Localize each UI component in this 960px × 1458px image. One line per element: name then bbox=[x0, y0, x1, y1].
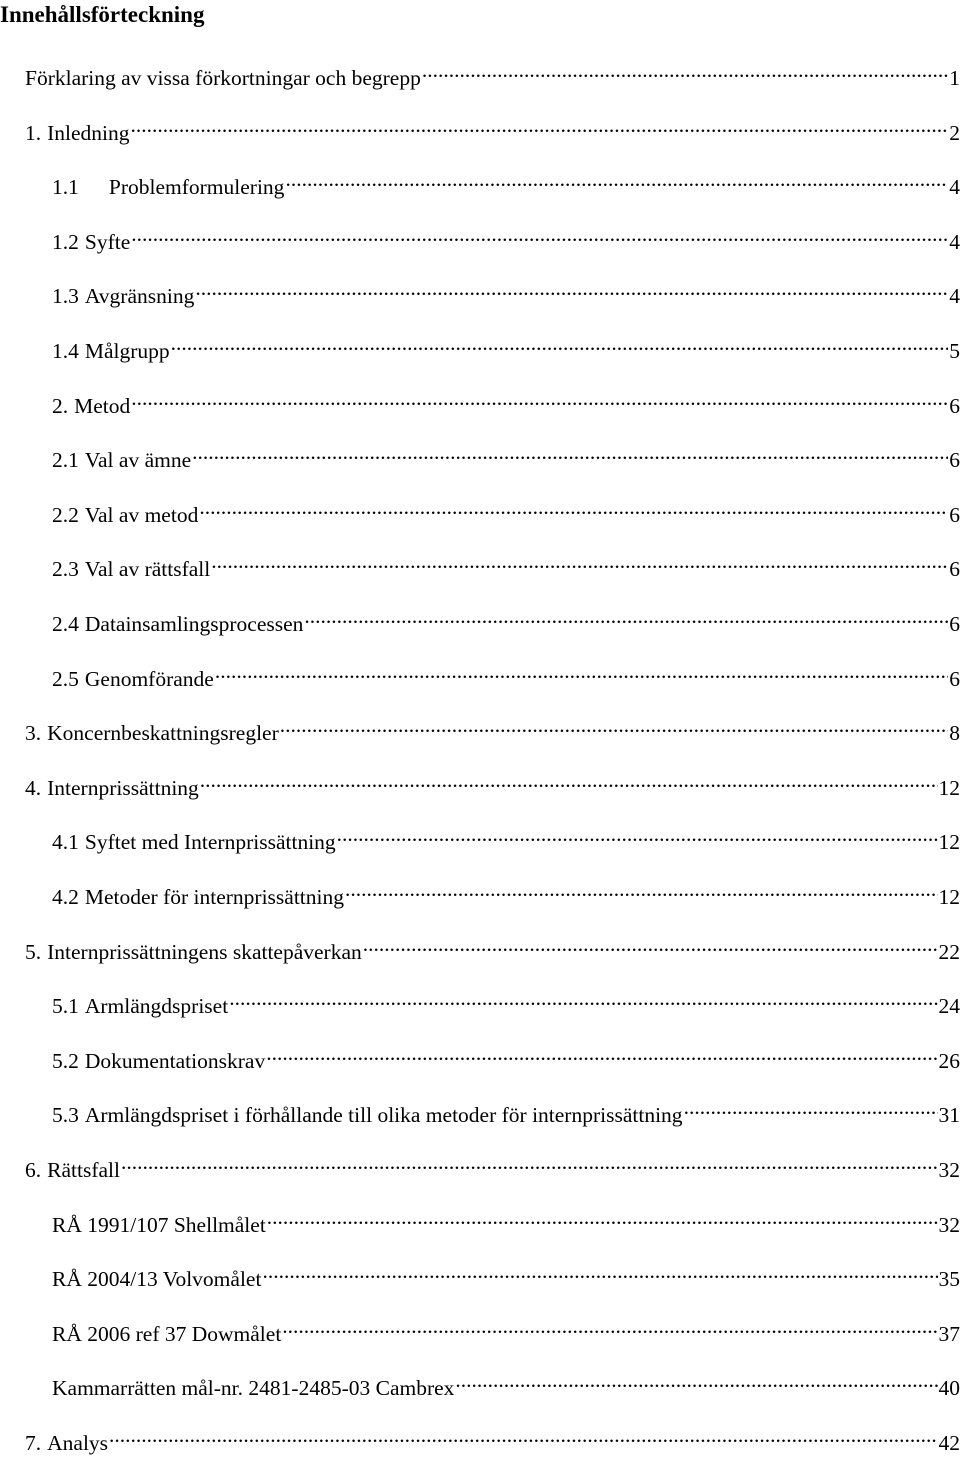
dot-leader bbox=[192, 437, 948, 467]
toc-entry-page: 2 bbox=[949, 118, 960, 148]
toc-entry-label bbox=[52, 281, 194, 311]
toc-entry[interactable] bbox=[52, 819, 960, 849]
dot-leader bbox=[211, 546, 948, 576]
toc-entry-text: Armlängdspriset i förhållande till olika metoder för internprissättning bbox=[85, 1103, 683, 1127]
toc-entry-page: 24 bbox=[939, 991, 960, 1021]
dot-leader bbox=[262, 1256, 937, 1286]
toc-entry-text: RÅ 1991/107 Shellmålet bbox=[52, 1213, 266, 1237]
dot-leader bbox=[121, 1147, 938, 1177]
toc-entry-number: 2.5 bbox=[52, 664, 79, 694]
toc-entry-number: 2. bbox=[52, 391, 68, 421]
toc-entry-label bbox=[52, 554, 210, 584]
toc-entry-text: Förklaring av vissa förkortningar och begrepp bbox=[25, 66, 421, 90]
dot-leader bbox=[280, 710, 948, 740]
toc-entry-number: 4. bbox=[25, 773, 41, 803]
toc-entry-label bbox=[52, 1264, 261, 1294]
toc-entry-page: 35 bbox=[939, 1264, 960, 1294]
toc-entry[interactable] bbox=[52, 437, 960, 467]
toc-entry-text: Koncernbeskattningsregler bbox=[47, 721, 279, 745]
toc-entry-text: Problemformulering bbox=[109, 175, 285, 199]
toc-entry-page: 5 bbox=[949, 336, 960, 366]
toc-entry-text: Metod bbox=[74, 394, 130, 418]
toc-entry-page: 42 bbox=[939, 1428, 960, 1458]
toc-entry-label bbox=[52, 500, 198, 530]
toc-entry[interactable] bbox=[25, 110, 960, 140]
dot-leader bbox=[267, 1202, 938, 1232]
toc-entry-text: Genomförande bbox=[85, 667, 214, 691]
toc-entry-number: 2.3 bbox=[52, 554, 79, 584]
toc-entry-number: 2.1 bbox=[52, 445, 79, 475]
toc-entry-number: 1.3 bbox=[52, 281, 79, 311]
toc-entry-label bbox=[52, 1100, 683, 1130]
toc-entry-number: 4.1 bbox=[52, 827, 79, 857]
toc-entry-page: 31 bbox=[939, 1100, 960, 1130]
toc-entry[interactable] bbox=[25, 710, 960, 740]
toc-entry-label bbox=[52, 391, 130, 421]
dot-leader bbox=[229, 983, 937, 1013]
toc-entry[interactable] bbox=[52, 328, 960, 358]
toc-entry-page: 6 bbox=[949, 500, 960, 530]
dot-leader bbox=[285, 164, 948, 194]
toc-entry-page: 4 bbox=[949, 172, 960, 202]
toc-entry-text: RÅ 2004/13 Volvomålet bbox=[52, 1267, 261, 1291]
toc-entry-text: Analys bbox=[47, 1431, 108, 1455]
dot-leader bbox=[200, 765, 938, 795]
toc-entry-text: Rättsfall bbox=[47, 1158, 120, 1182]
toc-entry-label bbox=[25, 718, 279, 748]
toc-entry-page: 26 bbox=[939, 1046, 960, 1076]
toc-entry-page: 12 bbox=[939, 827, 960, 857]
toc-entry-page: 22 bbox=[939, 937, 960, 967]
toc-entry-page: 12 bbox=[939, 773, 960, 803]
toc-entry-number: 2.4 bbox=[52, 609, 79, 639]
toc-entry-page: 40 bbox=[939, 1373, 960, 1403]
toc-entry-label bbox=[52, 991, 228, 1021]
toc-entry-text: Målgrupp bbox=[85, 339, 170, 363]
toc-entry-label bbox=[52, 1373, 454, 1403]
toc-entry-text: Avgränsning bbox=[85, 284, 194, 308]
toc-entry-text: Syfte bbox=[85, 230, 130, 254]
toc-entry-number: 1.2 bbox=[52, 227, 79, 257]
toc-entry-page: 6 bbox=[949, 609, 960, 639]
toc-entry[interactable] bbox=[52, 656, 960, 686]
toc-entry-number: 5.2 bbox=[52, 1046, 79, 1076]
toc-entry[interactable] bbox=[52, 1256, 960, 1286]
toc-entry[interactable] bbox=[52, 983, 960, 1013]
toc-entry-text: Val av ämne bbox=[85, 448, 191, 472]
toc-entry-page: 12 bbox=[939, 882, 960, 912]
dot-leader bbox=[109, 1420, 937, 1450]
toc-entry-label bbox=[52, 827, 336, 857]
toc-entry[interactable] bbox=[52, 874, 960, 904]
toc-entry-page: 4 bbox=[949, 227, 960, 257]
toc-entry[interactable] bbox=[52, 546, 960, 576]
toc-entry-label bbox=[52, 172, 284, 202]
dot-leader bbox=[455, 1365, 937, 1395]
toc-entry-number: 5.3 bbox=[52, 1100, 79, 1130]
toc-entry[interactable] bbox=[52, 164, 960, 194]
dot-leader bbox=[131, 383, 948, 413]
toc-entry-page: 6 bbox=[949, 445, 960, 475]
toc-entry-label bbox=[52, 882, 344, 912]
dot-leader bbox=[363, 929, 938, 959]
toc-entry-label bbox=[25, 63, 421, 93]
toc-entry-text: Armlängdspriset bbox=[85, 994, 228, 1018]
toc-entry[interactable] bbox=[25, 55, 960, 85]
toc-entry-text: Val av metod bbox=[85, 503, 198, 527]
toc-entry-label bbox=[52, 227, 130, 257]
toc-entry[interactable] bbox=[25, 1147, 960, 1177]
toc-entry[interactable] bbox=[25, 765, 960, 795]
dot-leader bbox=[199, 492, 948, 522]
dot-leader bbox=[215, 656, 948, 686]
toc-entry-text: Syftet med Internprissättning bbox=[85, 830, 336, 854]
toc-entry-text: Dokumentationskrav bbox=[85, 1049, 265, 1073]
toc-entry[interactable] bbox=[52, 1038, 960, 1068]
toc-entry-number: 7. bbox=[25, 1428, 41, 1458]
dot-leader bbox=[345, 874, 937, 904]
dot-leader bbox=[337, 819, 938, 849]
toc-entry[interactable] bbox=[52, 1311, 960, 1341]
toc-entry-page: 32 bbox=[939, 1210, 960, 1240]
toc-entry-number: 4.2 bbox=[52, 882, 79, 912]
dot-leader bbox=[131, 110, 949, 140]
toc-entry-number: 1.4 bbox=[52, 336, 79, 366]
toc-entry-label bbox=[52, 1319, 281, 1349]
toc-entry[interactable] bbox=[52, 219, 960, 249]
toc-entry-page: 6 bbox=[949, 554, 960, 584]
toc-entry-text: Metoder för internprissättning bbox=[85, 885, 344, 909]
dot-leader bbox=[195, 273, 948, 303]
toc-entry-number: 6. bbox=[25, 1155, 41, 1185]
toc-entry-text: RÅ 2006 ref 37 Dowmålet bbox=[52, 1322, 281, 1346]
toc-entry-page: 32 bbox=[939, 1155, 960, 1185]
toc-entry[interactable] bbox=[25, 1420, 960, 1450]
toc-entry-text: Internprissättningens skattepåverkan bbox=[47, 940, 362, 964]
toc-entry-label bbox=[52, 1210, 266, 1240]
toc-entry-label bbox=[25, 1428, 108, 1458]
toc-entry-page: 6 bbox=[949, 391, 960, 421]
dot-leader bbox=[684, 1092, 938, 1122]
page-title: Innehållsförteckning bbox=[0, 0, 204, 30]
toc-entry[interactable] bbox=[52, 492, 960, 522]
dot-leader bbox=[304, 601, 948, 631]
toc-entry-page: 1 bbox=[949, 63, 960, 93]
dot-leader bbox=[131, 219, 948, 249]
toc-entry[interactable] bbox=[25, 929, 960, 959]
toc-entry[interactable] bbox=[52, 383, 960, 413]
dot-leader bbox=[282, 1311, 937, 1341]
toc-entry-number: 5.1 bbox=[52, 991, 79, 1021]
toc-entry-label bbox=[52, 336, 170, 366]
toc-entry-text: Inledning bbox=[47, 121, 129, 145]
toc-entry-page: 4 bbox=[949, 281, 960, 311]
toc-entry-label bbox=[52, 664, 214, 694]
toc-entry-page: 6 bbox=[949, 664, 960, 694]
toc-entry-number: 1.1 bbox=[52, 172, 79, 202]
toc-entry-number: 3. bbox=[25, 718, 41, 748]
toc-entry-page: 37 bbox=[939, 1319, 960, 1349]
toc-entry-text: Internprissättning bbox=[47, 776, 199, 800]
toc-entry-label bbox=[25, 118, 130, 148]
toc-entry-label bbox=[52, 445, 191, 475]
toc-entry[interactable] bbox=[52, 601, 960, 631]
toc-entry[interactable] bbox=[52, 273, 960, 303]
toc-entry[interactable] bbox=[52, 1092, 960, 1122]
toc-entry-label bbox=[25, 1155, 120, 1185]
toc-entry-text: Kammarrätten mål-nr. 2481-2485-03 Cambrex bbox=[52, 1376, 454, 1400]
toc-entry-label bbox=[52, 1046, 265, 1076]
toc-entry-number: 2.2 bbox=[52, 500, 79, 530]
dot-leader bbox=[422, 55, 948, 85]
toc-entry-number: 1. bbox=[25, 118, 41, 148]
toc-entry-label bbox=[25, 937, 362, 967]
toc-entry-text: Val av rättsfall bbox=[85, 557, 210, 581]
toc-entry-number: 5. bbox=[25, 937, 41, 967]
dot-leader bbox=[171, 328, 949, 358]
dot-leader bbox=[266, 1038, 937, 1068]
toc-entry-label bbox=[25, 773, 199, 803]
toc-entry[interactable] bbox=[52, 1365, 960, 1395]
toc-entry-label bbox=[52, 609, 303, 639]
toc-entry-page: 8 bbox=[949, 718, 960, 748]
toc-entry[interactable] bbox=[52, 1202, 960, 1232]
toc-entry-text: Datainsamlingsprocessen bbox=[85, 612, 304, 636]
